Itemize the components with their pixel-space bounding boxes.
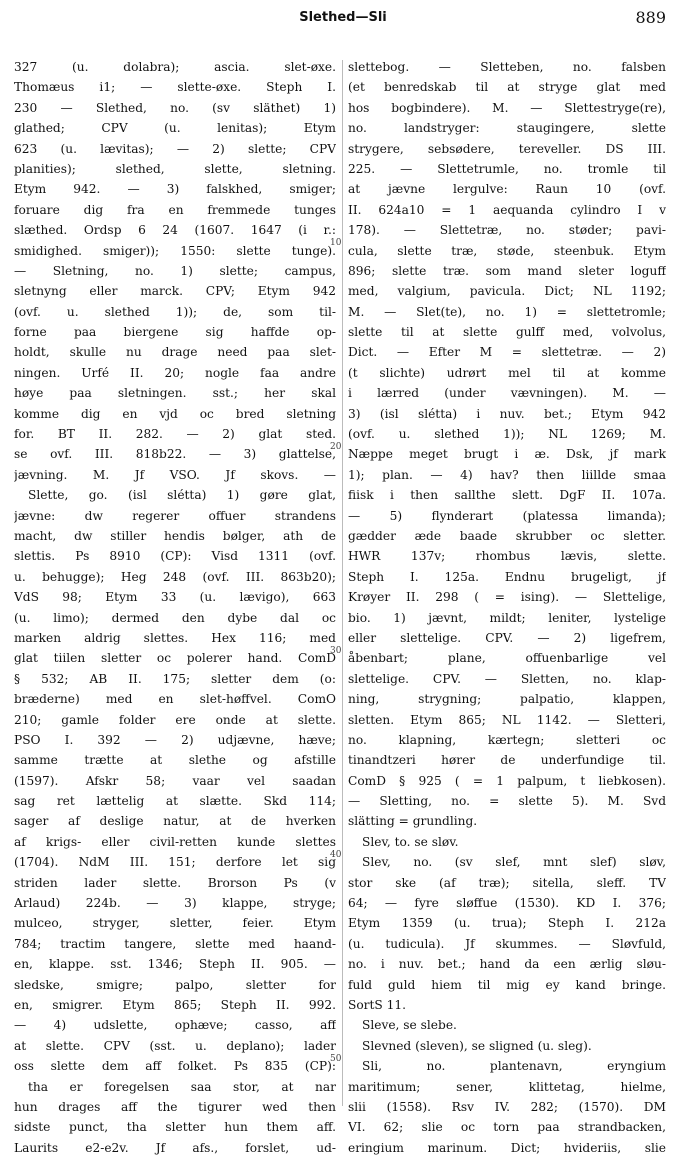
text-line: — Sletting, no. = slette 5). M. Svd [348, 794, 666, 809]
text-line: macht, dw stiller hendis bølger, ath de [14, 528, 336, 543]
text-line: eringium marinum. Dict; hvideriis, slie [348, 1140, 666, 1155]
text-line: i lærred (under vævningen). M. — [348, 386, 666, 401]
text-line: eller slettelige. CPV. — 2) ligefrem, [348, 630, 666, 645]
line-number-mark: 50 [330, 1054, 342, 1064]
text-line: (ovf. u. slethed 1)); NL 1269; M. [348, 427, 666, 442]
text-line: ning, strygning; palpatio, klappen, [348, 692, 666, 707]
column-divider [342, 60, 343, 1106]
text-line: slæthed. Ordsp 6 24 (1607. 1647 (i r.: [14, 223, 336, 238]
text-line: II. 624a10 = 1 aequanda cylindro I v [348, 202, 666, 217]
line-number-mark: 10 [330, 238, 342, 248]
text-line: sletten. Etym 865; NL 1142. — Sletteri, [348, 712, 666, 727]
text-line: mulceo, stryger, sletter, feier. Etym [14, 916, 336, 931]
text-line: slettis. Ps 8910 (CP): Visd 1311 (ovf. [14, 549, 336, 564]
text-line: jævne: dw regerer offuer strandens [14, 508, 336, 523]
text-line: maritimum; sener, klittetag, hielme, [348, 1079, 666, 1094]
text-line: no. landstryger: staugingere, slette [348, 121, 666, 136]
text-line: 784; tractim tangere, slette med haand- [14, 936, 336, 951]
text-line: strygere, sebsødere, tereveller. DS III. [348, 141, 666, 156]
text-line: Slette, go. (isl slétta) 1) gøre glat, [28, 488, 336, 503]
text-line: (u. tudicula). Jf skummes. — Sløvfuld, [348, 936, 666, 951]
line-number-mark: 30 [330, 646, 342, 656]
text-line: sidste punct, tha sletter hun them aff. [14, 1120, 336, 1135]
text-line: 225. — Slettetrumle, no. tromle til [348, 161, 666, 176]
text-line: med, valgium, pavicula. Dict; NL 1192; [348, 284, 666, 299]
text-line: 230 — Slethed, no. (sv släthet) 1) [14, 100, 336, 115]
text-line: Arlaud) 224b. — 3) klappe, stryge; [14, 896, 336, 911]
text-line: u. behugge); Heg 248 (ovf. III. 863b20); [14, 569, 336, 584]
text-line: sag ret lættelig at slætte. Skd 114; [14, 794, 336, 809]
text-line: striden lader slette. Brorson Ps (v [14, 875, 336, 890]
text-line: § 532; AB II. 175; sletter dem (o: [14, 671, 336, 686]
page-header [14, 8, 672, 34]
text-line: Etym 1359 (u. trua); Steph I. 212a [348, 916, 666, 931]
text-line: Næppe meget brugt i æ. Dsk, jf mark [348, 447, 666, 462]
text-line: åbenbart; plane, offuenbarlige vel [348, 651, 666, 666]
text-line: at slette. CPV (sst. u. deplano); lader [14, 1038, 336, 1053]
text-line: VI. 62; slie oc torn paa strandbacken, [348, 1120, 666, 1135]
text-line: forne paa biergene sig haffde op- [14, 325, 336, 340]
text-line: 327 (u. dolabra); ascia. slet-øxe. [14, 60, 336, 74]
text-line: 1); plan. — 4) hav? then liillde smaa [348, 467, 666, 482]
text-line: M. — Slet(te), no. 1) = slettetromle; [348, 304, 666, 319]
text-line: hos bogbindere). M. — Slettestryge(re), [348, 100, 666, 115]
text-line: — Sletning, no. 1) slette; campus, [14, 263, 336, 278]
text-line: jævning. M. Jf VSO. Jf skovs. — [14, 467, 336, 482]
text-line: bræderne) med en slet-høffvel. ComO [14, 692, 336, 707]
text-line: slii (1558). Rsv IV. 282; (1570). DM [348, 1099, 666, 1114]
text-line: at jævne lergulve: Raun 10 (ovf. [348, 182, 666, 197]
text-line: Slev, to. se sløv. [362, 834, 459, 849]
text-line: holdt, skulle nu drage need paa slet- [14, 345, 336, 360]
text-line: samme trætte at slethe og afstille [14, 753, 336, 768]
text-line: 178). — Slettetræ, no. støder; pavi- [348, 223, 666, 238]
page-number: 889 [635, 8, 666, 27]
text-line: Thomæus i1; — slette-øxe. Steph I. [14, 80, 336, 95]
text-line: af krigs- eller civil-retten kunde slettes [14, 834, 336, 849]
text-line: slettelige. CPV. — Sletten, no. klap- [348, 671, 666, 686]
text-line: komme dig en vjd oc bred sletning [14, 406, 336, 421]
text-line: (1704). NdM III. 151; derfore let sig [14, 855, 336, 870]
right-column [348, 57, 666, 1158]
text-line: slätting = grundling. [348, 814, 478, 829]
text-line: sager af deslige natur, at de hverken [14, 814, 336, 829]
text-line: hun drages aff the tigurer wed then [14, 1099, 336, 1114]
text-line: høye paa sletningen. sst.; her skal [14, 386, 336, 401]
text-line: 896; slette træ. som mand sleter loguff [348, 263, 666, 278]
text-line: 623 (u. lævitas); — 2) slette; CPV [14, 141, 336, 156]
text-line: fiisk i then sallthe slett. DgF II. 107a. [348, 488, 666, 503]
text-line: en, smigrer. Etym 865; Steph II. 992. [14, 997, 336, 1012]
text-line: slette til at slette gulff med, volvolus, [348, 325, 666, 340]
text-line: se ovf. III. 818b22. — 3) glattelse, [14, 447, 336, 462]
text-line: no. i nuv. bet.; hand da een ærlig sløu- [348, 957, 666, 972]
text-line: SortS 11. [348, 997, 407, 1012]
text-line: Laurits e2-e2v. Jf afs., forslet, ud- [14, 1140, 336, 1155]
line-number-mark: 40 [330, 850, 342, 860]
text-line: HWR 137v; rhombus lævis, slette. [348, 549, 666, 564]
text-line: foruare dig fra en fremmede tunges [14, 202, 336, 217]
text-line: (1597). Afskr 58; vaar vel saadan [14, 773, 336, 788]
text-line: fuld guld hiem til mig ey kand bringe. [348, 977, 666, 992]
text-line: marken aldrig slettes. Hex 116; med [14, 630, 336, 645]
text-line: sledske, smigre; palpo, sletter for [14, 977, 336, 992]
text-line: slettebog. — Sletteben, no. falsben [348, 60, 666, 74]
text-line: (et benredskab til at stryge glat med [348, 80, 666, 95]
running-head: Slethed—Sli [299, 10, 387, 25]
text-line: Slevned (sleven), se sligned (u. sleg). [362, 1038, 592, 1053]
text-line: Etym 942. — 3) falskhed, smiger; [14, 182, 336, 197]
text-line: Dict. — Efter M = slettetræ. — 2) [348, 345, 666, 360]
text-line: tinandtzeri hører de underfundige til. [348, 753, 666, 768]
text-line: no. klapning, kærtegn; sletteri oc [348, 732, 666, 747]
text-line: VdS 98; Etym 33 (u. lævigo), 663 [14, 590, 336, 605]
text-line: stor ske (af træ); sitella, sleff. TV [348, 875, 666, 890]
left-column [14, 57, 336, 1158]
text-line: smidighed. smiger)); 1550: slette tunge). [14, 243, 336, 258]
text-line: Slev, no. (sv slef, mnt slef) sløv, [362, 855, 666, 870]
text-line: Steph I. 125a. Endnu brugeligt, jf [348, 569, 666, 584]
text-line: ComD § 925 ( = 1 palpum, t liebkosen). [348, 773, 666, 788]
text-line: bio. 1) jævnt, mildt; leniter, lystelige [348, 610, 666, 625]
text-line: ningen. Urfé II. 20; nogle faa andre [14, 365, 336, 380]
text-line: (t slichte) udrørt mel til at komme [348, 365, 666, 380]
text-line: — 4) udslette, ophæve; casso, aff [14, 1018, 336, 1033]
text-line: sletnyng eller marck. CPV; Etym 942 [14, 284, 336, 299]
text-line: 64; — fyre sløffue (1530). KD I. 376; [348, 896, 666, 911]
text-line: — 5) flynderart (platessa limanda); [348, 508, 666, 523]
text-line: (u. limo); dermed den dybe dal oc [14, 610, 336, 625]
text-line: oss slette dem aff folket. Ps 835 (CP): [14, 1059, 336, 1074]
text-line: tha er foregelsen saa stor, at nar [28, 1079, 336, 1094]
text-line: Sli, no. plantenavn, eryngium [362, 1059, 666, 1074]
text-line: gædder æde baade skrubber oc sletter. [348, 528, 666, 543]
text-line: glat tiilen sletter oc polerer hand. ComD [14, 651, 336, 666]
text-line: (ovf. u. slethed 1)); de, som til- [14, 304, 336, 319]
text-line: en, klappe. sst. 1346; Steph II. 905. — [14, 957, 336, 972]
text-line: 210; gamle folder ere onde at slette. [14, 712, 336, 727]
text-line: Krøyer II. 298 ( = ising). — Slettelige, [348, 590, 666, 605]
text-line: Sleve, se slebe. [362, 1018, 457, 1033]
line-number-mark: 20 [330, 442, 342, 452]
text-line: glathed; CPV (u. lenitas); Etym [14, 121, 336, 136]
text-line: cula, slette træ, støde, steenbuk. Etym [348, 243, 666, 258]
text-line: planities); slethed, slette, sletning. [14, 161, 336, 176]
text-line: for. BT II. 282. — 2) glat sted. [14, 427, 336, 442]
text-line: PSO I. 392 — 2) udjævne, hæve; [14, 732, 336, 747]
text-line: 3) (isl slétta) i nuv. bet.; Etym 942 [348, 406, 666, 421]
